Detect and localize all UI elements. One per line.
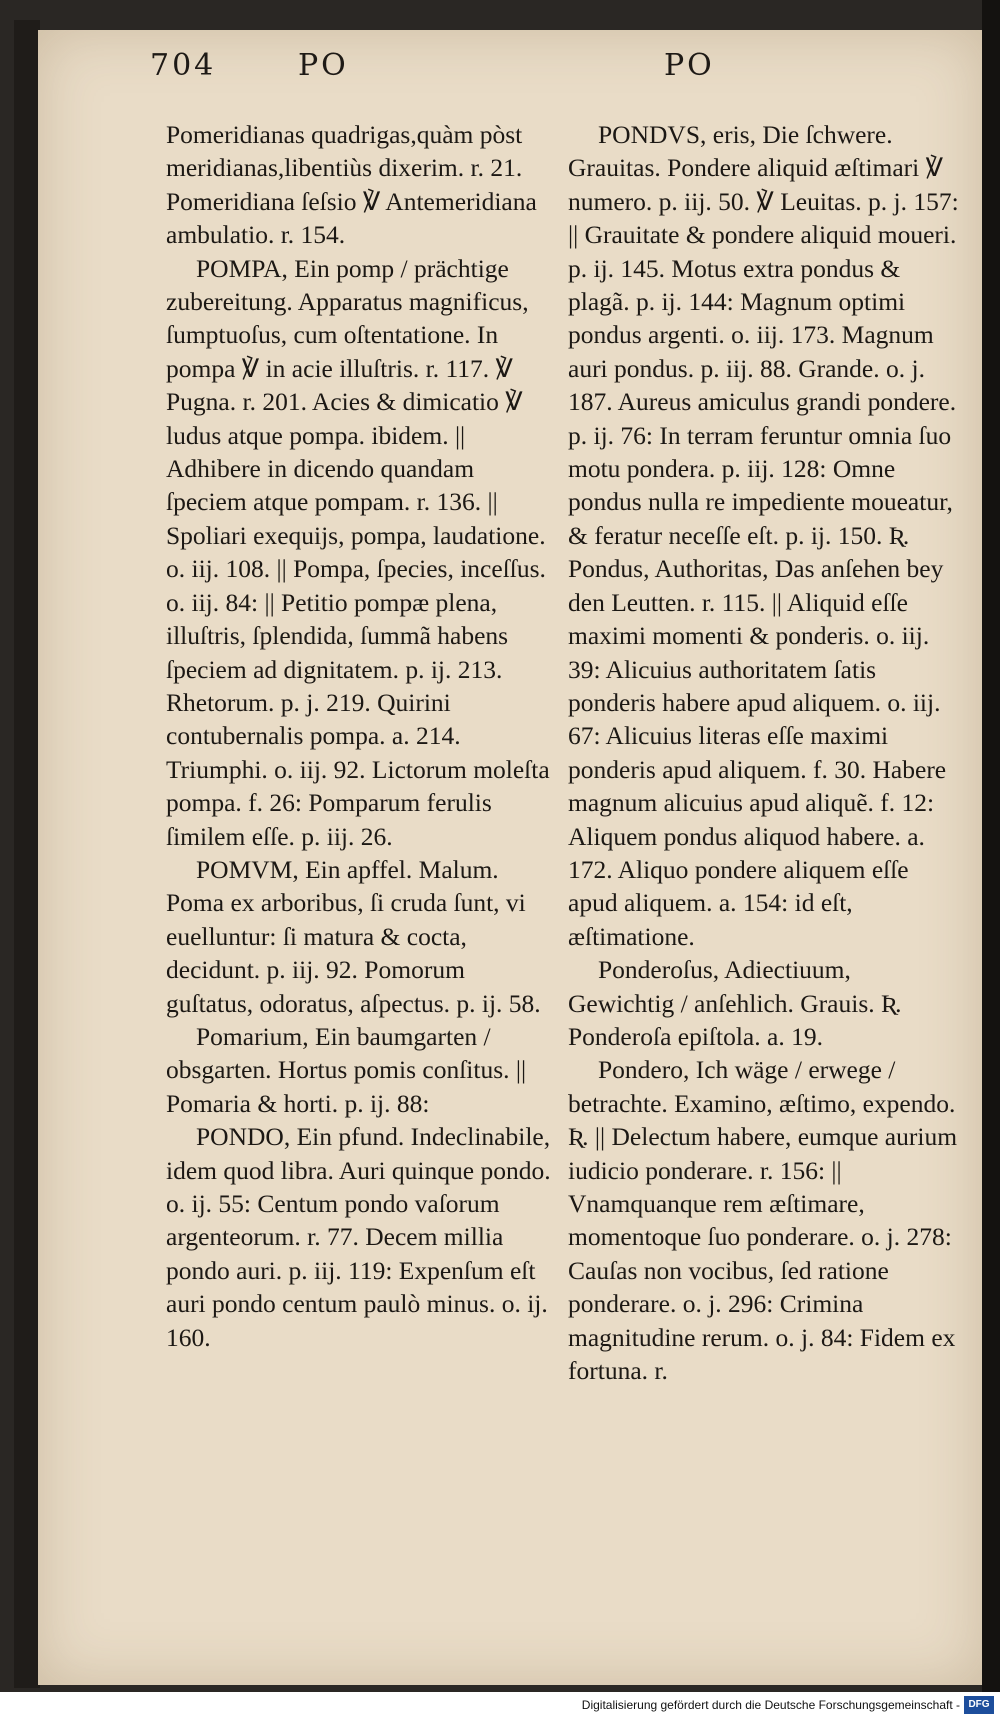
- running-head-left: PO: [298, 48, 349, 83]
- entry-pondo: PONDO, Ein pfund. Indeclinabile, idem quod libra. Auri quinque pondo. o. ij. 55: Centum pondo vaſorum argenteorum. r. 77. Decem millia pondo auri. p. iij. 119: Expenſum eſt auri pondo centum paulò minus. o. ij. 160.: [166, 1122, 551, 1352]
- page-number: 704: [150, 48, 217, 83]
- entry-pondero: Pondero, Ich wäge / erwege / betrachte. Examino, æſtimo, expendo. Ʀ. || Delectum habere, eumque aurium iudicio ponderare. r. 156: || Vnamquanque rem æſtimare, momentoque ſuo ponderare. o. j. 278: Cauſas non vocibus, ſed ratione ponderare. o. j. 296: Crimina magnitudine rerum. o. j. 84: Fidem ex fortuna. r.: [568, 1055, 958, 1386]
- book-spine-edge: [14, 20, 40, 1688]
- entry-pondus: PONDVS, eris, Die ſchwere. Grauitas. Pondere aliquid æſtimari ℣ numero. p. iij. 50. ℣ Leuitas. p. j. 157: || Grauitate & pondere aliquid moueri. p. ij. 145. Motus extra pondus & plagã. p. ij. 144: Magnum optimi pondus argenti. o. iij. 173. Magnum auri pondus. p. iij. 88. Grande. o. j. 187. Aureus amiculus grandi pondere. p. ij. 76: In terram feruntur omnia ſuo motu pondera. p. iij. 128: Omne pondus nulla re impediente moueatur, & feratur neceſſe eſt. p. ij. 150. Ʀ. Pondus, Authoritas, Das anſehen bey den Leutten. r. 115. || Aliquid eſſe maximi momenti & ponderis. o. iij. 39: Alicuius authoritatem ſatis ponderis habere apud aliquem. o. iij. 67: Alicuius literas eſſe maximi ponderis apud aliquem. f. 30. Habere magnum alicuius apud aliquẽ. f. 12: Aliquem pondus aliquod habere. a. 172. Aliquo pondere aliquem eſſe apud aliquem. a. 154: id eſt, æſtimatione.: [568, 120, 959, 951]
- footer-credit: Digitalisierung gefördert durch die Deutsche Forschungsgemeinschaft -: [581, 1698, 960, 1712]
- running-head-right: PO: [664, 48, 715, 83]
- footer-bar: [0, 1692, 1000, 1720]
- entry-pomeridianus: Pomeridianas quadrigas,quàm pòst meridianas,libentiùs dixerim. r. 21. Pomeridiana ſeſsio ℣ Antemeridiana ambulatio. r. 154.: [166, 120, 537, 250]
- entry-pomarium: Pomarium, Ein baumgarten / obsgarten. Hortus pomis conſitus. || Pomaria & horti. p. ij. 88:: [166, 1021, 527, 1118]
- page-right-shadow: [982, 0, 1000, 1692]
- dfg-logo: DFG: [964, 1696, 994, 1714]
- entry-ponderosus: Ponderoſus, Adiectiuum, Gewichtig / anſehlich. Grauis. Ʀ. Ponderoſa epiſtola. a. 19.: [568, 955, 902, 1051]
- right-column: [568, 118, 960, 1387]
- entry-pompa: POMPA, Ein pomp / prächtige zubereitung. Apparatus magnificus, ſumptuoſus, cum oſtentatione. In pompa ℣ in acie illuſtris. r. 117. ℣ Pugna. r. 201. Acies & dimicatio ℣ ludus atque pompa. ibidem. || Adhibere in dicendo quandam ſpeciem atque pompam. r. 136. || Spoliari exequijs, pompa, laudatione. o. iij. 108. || Pompa, ſpecies, inceſſus. o. iij. 84: || Petitio pompæ plena, illuſtris, ſplendida, ſummã habens ſpeciem ad dignitatem. p. ij. 213. Rhetorum. p. j. 219. Quirini contubernalis pompa. a. 214. Triumphi. o. iij. 92. Lictorum moleſta pompa. f. 26: Pomparum ferulis ſimilem eſſe. p. iij. 26.: [166, 253, 550, 851]
- left-column: [166, 118, 552, 1354]
- entry-pomum: POMVM, Ein apffel. Malum. Poma ex arboribus, ſi cruda ſunt, vi euelluntur: ſi matura & cocta, decidunt. p. iij. 92. Pomorum guſtatus, odoratus, aſpectus. p. ij. 58.: [166, 854, 541, 1018]
